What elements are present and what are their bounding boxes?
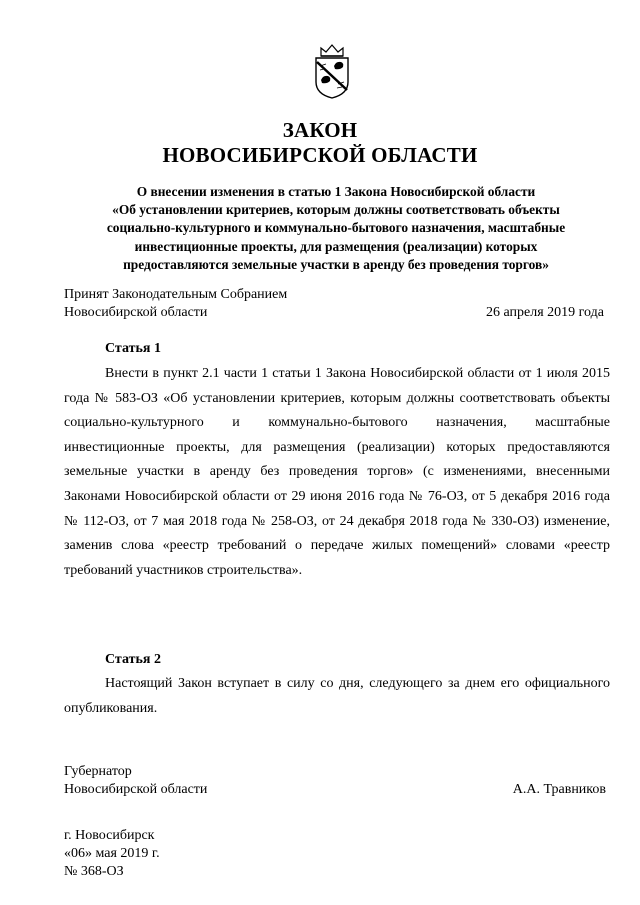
article1-text: Внести в пункт 2.1 части 1 статьи 1 Закона Новосибирской области от 1 июля 2015 года № 583-ОЗ «Об установлении критериев, которым должны соответствовать объекты социально-культурного и коммунально-бытового назначения, масштабные инвестиционные проекты, для размещения (реализации) которых предоставляются земельные участки в аренду без проведения торгов» (с изменениями, внесенными Законами Новосибирской области от 29 июня 2016 года № 76-ОЗ, от 5 декабря 2016 года № 112-ОЗ, от 7 мая 2018 года № 258-ОЗ, от 24 декабря 2018 года № 330-ОЗ) изменение, заменив слова «реестр требований о передаче жилых помещений» словами «реестр требований участников строительства». [64,366,610,578]
document-subtitle [64,183,608,274]
article1-heading: Статья 1 [105,341,161,356]
subtitle-line: предоставляются земельные участки в аренду без проведения торгов» [123,256,549,272]
coat-of-arms-icon [312,42,352,100]
adoption-line2: Новосибирской области [64,305,208,320]
adoption-block [64,286,604,322]
article2-heading: Статья 2 [105,652,161,667]
document-title-line1: ЗАКОН [282,118,358,142]
subtitle-line: социально-культурного и коммунально-бытового назначения, масштабные [106,220,566,236]
signature-title-line2: Новосибирской области [64,782,208,797]
footer-date: «06» мая 2019 г. [64,846,160,861]
article2-text: Настоящий Закон вступает в силу со дня, следующего за днем его официального опубликования. [64,676,610,716]
signature-block [64,763,606,799]
document-title-line2: НОВОСИБИРСКОЙ ОБЛАСТИ [162,143,478,167]
footer-city: г. Новосибирск [64,828,155,843]
footer-block [64,827,160,881]
signature-name: А.А. Травников [512,782,606,797]
subtitle-line: инвестиционные проекты, для размещения (реализации) которых [134,238,538,254]
footer-number: № 368-ОЗ [64,864,124,879]
subtitle-line: О внесении изменения в статью 1 Закона Новосибирской области [136,184,536,199]
adoption-line1: Принят Законодательным Собранием [64,287,288,302]
subtitle-line: «Об установлении критериев, которым должны соответствовать объекты [112,202,560,218]
signature-title-line1: Губернатор [64,764,132,779]
adoption-date: 26 апреля 2019 года [486,305,604,320]
